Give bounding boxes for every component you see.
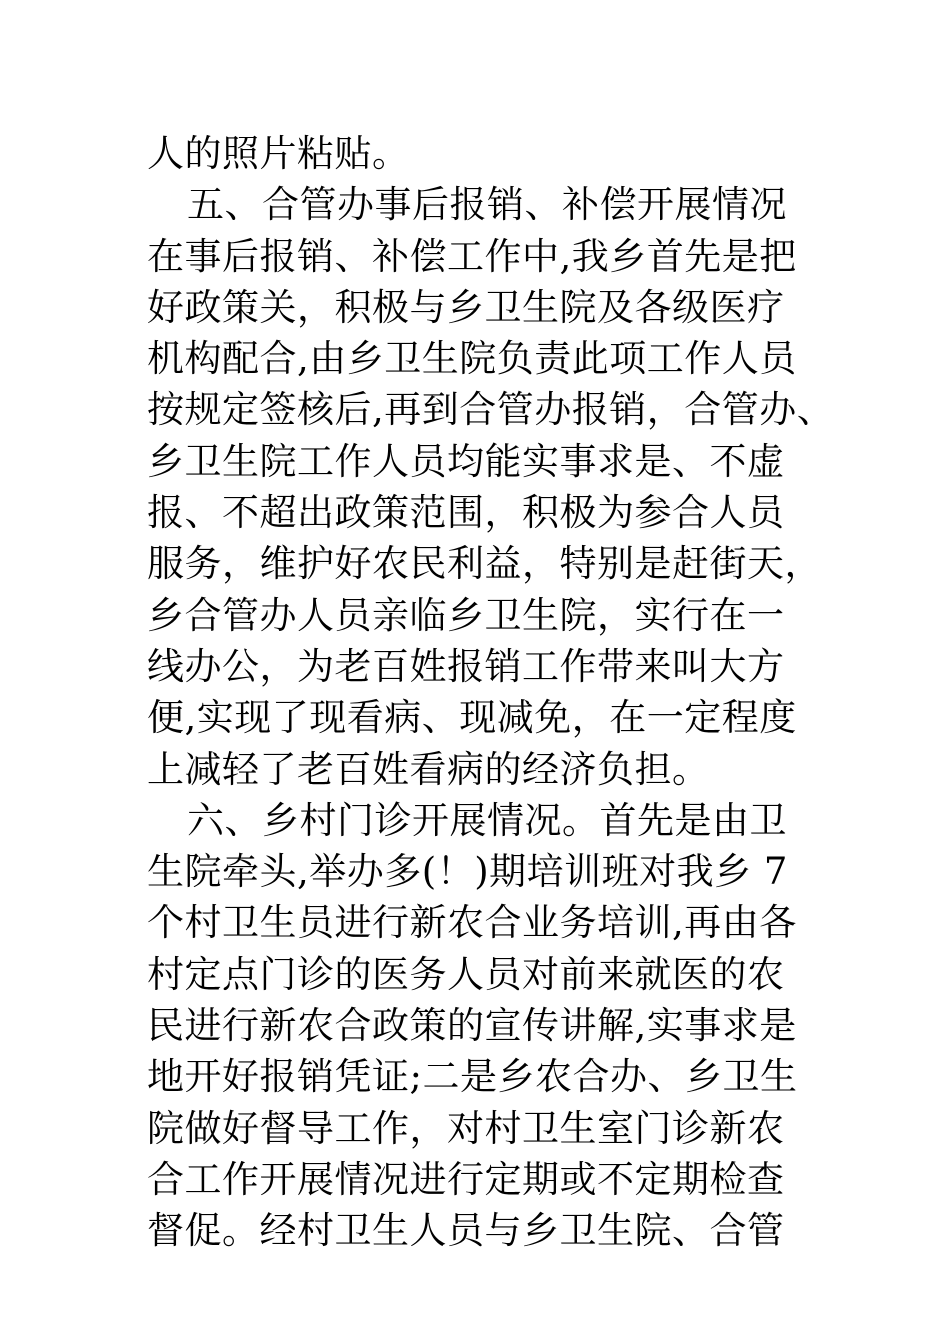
text-line: 便,实现了现看病、现减免，在一定程度 xyxy=(147,696,797,740)
text-line: 乡卫生院工作人员均能实事求是、不虚 xyxy=(147,439,785,483)
text-line: 个村卫生员进行新农合业务培训,再由各 xyxy=(147,901,797,945)
text-line: 好政策关，积极与乡卫生院及各级医疗 xyxy=(147,285,785,329)
text-line: 人的照片粘贴。 xyxy=(147,132,410,175)
body-text xyxy=(147,128,835,1257)
text-line: 生院牵头,举办多(！)期培训班对我乡 7 xyxy=(147,850,788,894)
text-line: 机构配合,由乡卫生院负责此项工作人员 xyxy=(147,337,797,381)
text-line: 线办公，为老百姓报销工作带来叫大方 xyxy=(147,644,785,688)
text-line: 民进行新农合政策的宣传讲解,实事求是 xyxy=(147,1004,797,1048)
text-line: 村定点门诊的医务人员对前来就医的农 xyxy=(147,952,785,996)
text-line: 在事后报销、补偿工作中,我乡首先是把 xyxy=(147,234,797,278)
text-line: 乡合管办人员亲临乡卫生院，实行在一 xyxy=(147,593,785,637)
text-line: 上减轻了老百姓看病的经济负担。 xyxy=(147,747,710,791)
text-line: 合工作开展情况进行定期或不定期检查 xyxy=(147,1157,785,1201)
section-heading-line: 六、乡村门诊开展情况。首先是由卫 xyxy=(187,798,787,842)
text-line: 督促。经村卫生人员与乡卫生院、合管 xyxy=(147,1209,785,1253)
text-line: 按规定签核后,再到合管办报销，合管办、 xyxy=(147,388,835,432)
text-line: 服务，维护好农民利益，特别是赶街天， xyxy=(147,542,822,586)
text-line: 报、不超出政策范围，积极为参合人员 xyxy=(147,491,785,535)
section-heading-line: 五、合管办事后报销、补偿开展情况 xyxy=(187,183,787,227)
text-line: 地开好报销凭证;二是乡农合办、乡卫生 xyxy=(147,1055,798,1099)
text-line: 院做好督导工作，对村卫生室门诊新农 xyxy=(147,1106,785,1150)
